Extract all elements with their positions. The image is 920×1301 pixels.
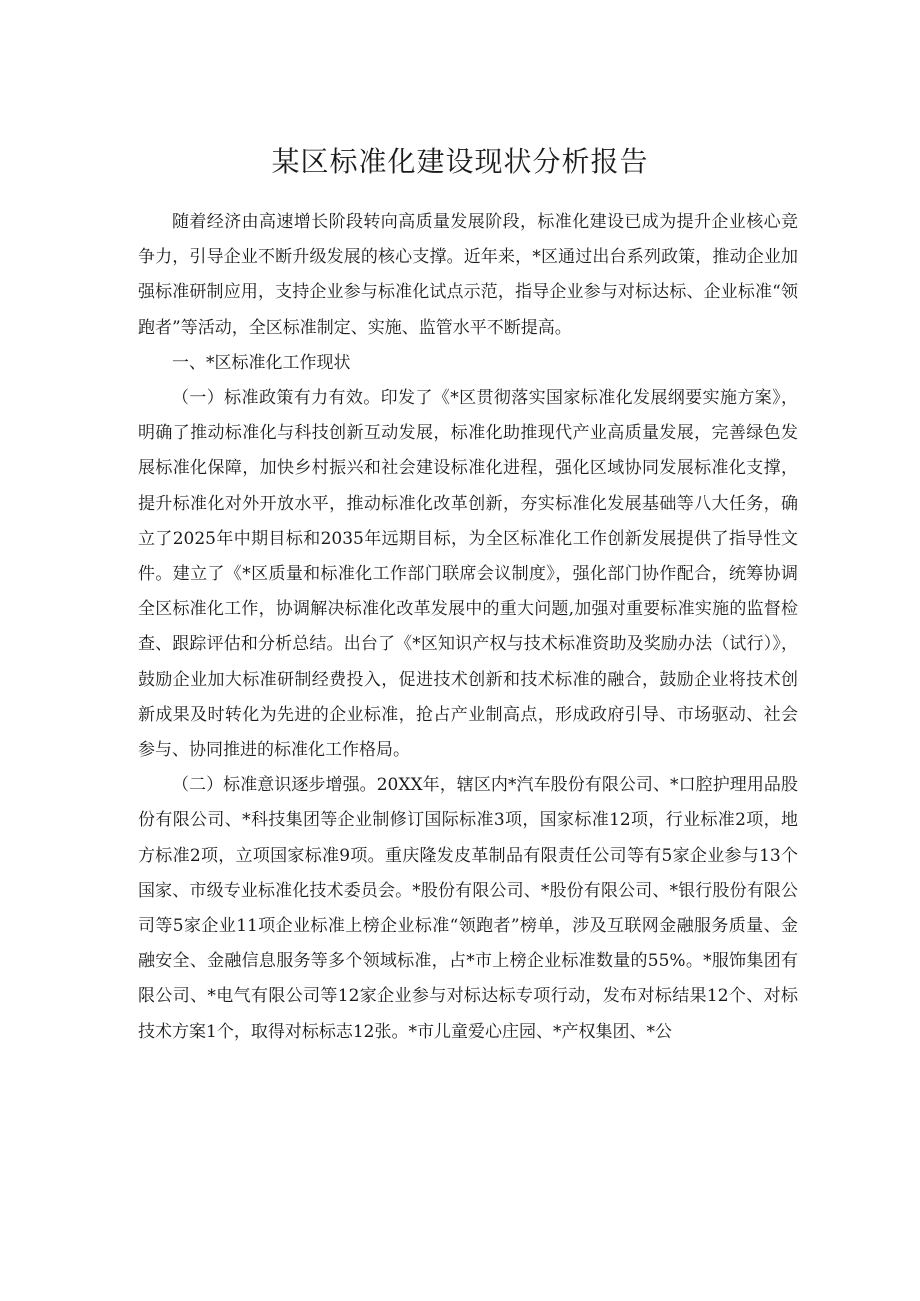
subsection-policy-paragraph: （一）标准政策有力有效。印发了《*区贯彻落实国家标准化发展纲要实施方案》，明确了推动标准化与科技创新互动发展，标准化助推现代产业高质量发展，完善绿色发展标准化保障，加快乡村振兴和社会建设标准化进程，强化区域协同发展标准化支撑，提升标准化对外开放水平，推动标准化改革创新，夯实标准化发展基础等八大任务，确立了2025年中期目标和2035年远期目标，为全区标准化工作创新发展提供了指导性文件。建立了《*区质量和标准化工作部门联席会议制度》，强化部门协作配合，统筹协调全区标准化工作，协调解决标准化改革发展中的重大问题,加强对重要标准实施的监督检查、跟踪评估和分析总结。出台了《*区知识产权与技术标准资助及奖励办法（试行）》，鼓励企业加大标准研制经费投入，促进技术创新和技术标准的融合，鼓励企业将技术创新成果及时转化为先进的企业标准，抢占产业制高点，形成政府引导、市场驱动、社会参与、协同推进的标准化工作格局。 xyxy=(138,388,798,761)
section-heading: 一、*区标准化工作现状 xyxy=(172,352,351,373)
subsection-awareness-paragraph: （二）标准意识逐步增强。20XX年，辖区内*汽车股份有限公司、*口腔护理用品股份有限公司、*科技集团等企业制修订国际标准3项，国家标准12项，行业标准2项，地方标准2项，立项国家标准9项。重庆隆发皮革制品有限责任公司等有5家企业参与13个国家、市级专业标准化技术委员会。*股份有限公司、*股份有限公司、*银行股份有限公司等5家企业11项企业标准上榜企业标准“领跑者”榜单，涉及互联网金融服务质量、金融安全、金融信息服务等多个领域标准，占*市上榜企业标准数量的55%。*服饰集团有限公司、*电气有限公司等12家企业参与对标达标专项行动，发布对标结果12个、对标技术方案1个，取得对标标志12张。*市儿童爱心庄园、*产权集团、*公 xyxy=(138,775,798,1042)
document-title: 某区标准化建设现状分析报告 xyxy=(271,145,649,178)
intro-paragraph: 随着经济由高速增长阶段转向高质量发展阶段，标准化建设已成为提升企业核心竞争力，引导企业不断升级发展的核心支撑。近年来，*区通过出台系列政策，推动企业加强标准研制应用，支持企业参与标准化试点示范，指导企业参与对标达标、企业标准“领跑者”等活动，全区标准制定、实施、监管水平不断提高。 xyxy=(138,212,798,338)
document-body xyxy=(138,205,798,1050)
